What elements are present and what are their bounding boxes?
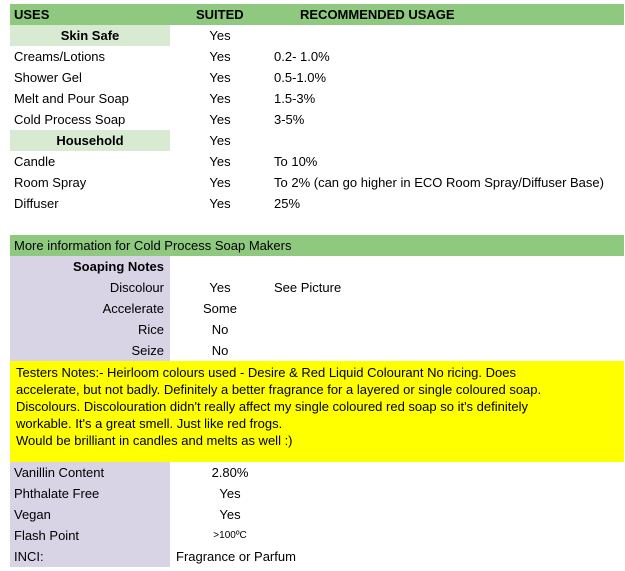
property-label: Phthalate Free [10, 483, 170, 504]
cp-section-title: More information for Cold Process Soap Makers [14, 238, 292, 253]
header-recommended-usage: RECOMMENDED USAGE [300, 7, 455, 22]
soaping-note [274, 340, 574, 361]
suited-value: Yes [209, 196, 231, 211]
cp-section-header [10, 235, 624, 256]
property-label: Vanillin Content [10, 462, 170, 483]
property-value: >100ºC [213, 530, 247, 541]
table-row [10, 277, 624, 298]
use-label: Creams/Lotions [14, 49, 106, 64]
table-row [10, 193, 624, 214]
usage-value: 25% [274, 196, 301, 211]
property-value: Yes [219, 486, 241, 501]
property-row [10, 483, 624, 504]
table-row [10, 151, 624, 172]
soaping-note [274, 319, 574, 340]
suited-value: Yes [209, 49, 231, 64]
soaping-notes-row [10, 256, 624, 277]
header-uses: USES [14, 7, 50, 22]
soaping-value: No [211, 343, 229, 358]
property-value: 2.80% [211, 465, 249, 480]
header-suited: SUITED [196, 7, 244, 22]
soaping-note: See Picture [274, 280, 342, 295]
household-label: Household [10, 130, 170, 151]
table-row [10, 46, 624, 67]
table-row [10, 67, 624, 88]
use-label: Cold Process Soap [14, 112, 126, 127]
property-label: Flash Point [10, 525, 170, 546]
soaping-note [274, 298, 574, 319]
property-value: Fragrance or Parfum [176, 549, 296, 564]
property-row [10, 462, 624, 483]
property-row [10, 504, 624, 525]
soaping-label: Accelerate [10, 298, 170, 319]
table-row [10, 109, 624, 130]
soaping-notes-label: Soaping Notes [10, 256, 170, 277]
property-row [10, 525, 624, 546]
usage-value: 1.5-3% [274, 91, 316, 106]
usage-value: To 10% [274, 154, 318, 169]
soaping-label: Discolour [10, 277, 170, 298]
suited-value: Yes [209, 154, 231, 169]
suited-value: Yes [209, 70, 231, 85]
use-label: Shower Gel [14, 70, 82, 85]
soaping-label: Rice [10, 319, 170, 340]
skin-safe-label: Skin Safe [10, 25, 170, 46]
usage-value: 0.5-1.0% [274, 70, 327, 85]
use-label: Diffuser [14, 196, 59, 211]
household-row [10, 130, 624, 151]
table-row [10, 298, 624, 319]
usage-value: 3-5% [274, 112, 305, 127]
usage-value: To 2% (can go higher in ECO Room Spray/Diffuser Base) [274, 175, 604, 190]
table-row [10, 319, 624, 340]
use-label: Room Spray [14, 175, 87, 190]
table-row [10, 340, 624, 361]
household-suited: Yes [209, 133, 231, 148]
property-label: Vegan [10, 504, 170, 525]
testers-notes: Testers Notes:- Heirloom colours used - Desire & Red Liquid Colourant No ricing. Does accelerate, but not badly. Definitely a better fragrance for a layered or single coloured soap. Discolours. Discolouration didn't really affect my single coloured red soap so it's definitely workable. It's a great smell. Just like red frogs. Would be brilliant in candles and melts as well :) [10, 361, 624, 462]
suited-value: Yes [209, 91, 231, 106]
soaping-value: Yes [209, 280, 231, 295]
table-header [10, 4, 624, 25]
suited-value: Yes [209, 175, 231, 190]
usage-value: 0.2- 1.0% [274, 49, 330, 64]
suited-value: Yes [209, 112, 231, 127]
property-row [10, 546, 624, 567]
soaping-value: No [211, 322, 229, 337]
soaping-label: Seize [10, 340, 170, 361]
table-row [10, 88, 624, 109]
skin-safe-suited: Yes [209, 28, 231, 43]
use-label: Candle [14, 154, 56, 169]
soaping-value: Some [203, 301, 237, 316]
use-label: Melt and Pour Soap [14, 91, 129, 106]
property-value: Yes [219, 507, 241, 522]
property-label: INCI: [10, 546, 170, 567]
table-row [10, 172, 624, 193]
skin-safe-row [10, 25, 624, 46]
